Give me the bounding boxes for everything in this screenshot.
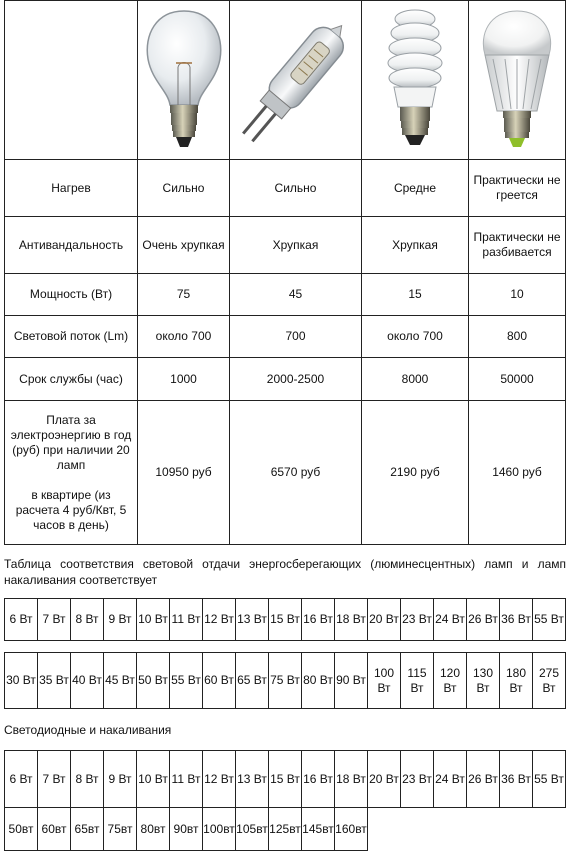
empty-corner-cell [5, 1, 138, 160]
cfl-section-title: Таблица соответствия световой отдачи энергосберегающих (люминесцентных) ламп и ламп накаливания соответствует [4, 557, 566, 587]
incandescent-watt-cell: 100вт [203, 808, 236, 851]
saving-lamp-watt-cell: 9 Вт [104, 599, 137, 641]
empty-cell [368, 808, 401, 851]
saving-lamp-watt-cell: 6 Вт [5, 599, 38, 641]
saving-lamp-watt-cell: 13 Вт [236, 599, 269, 641]
incandescent-watt-cell: 45 Вт [104, 653, 137, 709]
incandescent-watt-cell: 115 Вт [401, 653, 434, 709]
led-row [5, 751, 566, 808]
row-label: Световой поток (Lm) [5, 316, 138, 358]
led-watt-cell: 15 Вт [269, 751, 302, 808]
saving-lamp-watt-cell: 16 Вт [302, 599, 335, 641]
incandescent-watt-cell: 35 Вт [38, 653, 71, 709]
power-row [5, 274, 566, 316]
saving-lamp-watt-cell: 7 Вт [38, 599, 71, 641]
cell-value: 6570 руб [230, 401, 362, 545]
cell-value: 1000 [138, 358, 230, 401]
led-incandescent-row [5, 808, 566, 851]
luminous-flux-row [5, 316, 566, 358]
row-label [5, 401, 138, 545]
led-watt-cell: 13 Вт [236, 751, 269, 808]
saving-lamp-watt-cell: 23 Вт [401, 599, 434, 641]
led-watt-cell: 55 Вт [533, 751, 566, 808]
row-label: Антивандальность [5, 217, 138, 274]
cell-value: Сильно [230, 160, 362, 217]
durability-row [5, 217, 566, 274]
halogen-capsule-image [230, 1, 362, 160]
cell-value: 45 [230, 274, 362, 316]
led-watt-cell: 11 Вт [170, 751, 203, 808]
saving-lamp-watt-cell: 10 Вт [137, 599, 170, 641]
saving-lamp-watt-cell: 11 Вт [170, 599, 203, 641]
led-watt-cell: 8 Вт [71, 751, 104, 808]
cfl-spiral-bulb-image [362, 1, 469, 160]
row-label: Срок службы (час) [5, 358, 138, 401]
cfl-equivalence-table [4, 598, 566, 709]
cell-value: 10950 руб [138, 401, 230, 545]
led-bulb-image [469, 1, 566, 160]
cell-value: 700 [230, 316, 362, 358]
empty-cell [500, 808, 533, 851]
incandescent-watt-cell: 60 Вт [203, 653, 236, 709]
cost-label-part-2: в квартире (из расчета 4 руб/Квт, 5 часов в день) [15, 487, 127, 532]
cell-value: 2000-2500 [230, 358, 362, 401]
incandescent-watt-cell: 55 Вт [170, 653, 203, 709]
led-watt-cell: 24 Вт [434, 751, 467, 808]
incandescent-watt-cell: 65вт [71, 808, 104, 851]
led-section-title: Светодиодные и накаливания [4, 723, 172, 737]
incandescent-watt-cell: 80 Вт [302, 653, 335, 709]
annual-cost-row [5, 401, 566, 545]
cell-value: около 700 [138, 316, 230, 358]
saving-lamp-watt-cell: 26 Вт [467, 599, 500, 641]
led-watt-cell: 12 Вт [203, 751, 236, 808]
empty-cell [434, 808, 467, 851]
heating-row [5, 160, 566, 217]
incandescent-watt-cell: 75 Вт [269, 653, 302, 709]
incandescent-watt-cell: 65 Вт [236, 653, 269, 709]
incandescent-watt-cell: 90 Вт [335, 653, 368, 709]
incandescent-watt-cell: 75вт [104, 808, 137, 851]
led-watt-cell: 18 Вт [335, 751, 368, 808]
incandescent-watt-cell: 90вт [170, 808, 203, 851]
cost-label-part-1: Плата за электроэнергию в год (руб) при наличии 20 ламп [10, 412, 132, 472]
lamp-images-row [5, 1, 566, 160]
cell-value: Сильно [138, 160, 230, 217]
empty-cell [533, 808, 566, 851]
cell-value: 8000 [362, 358, 469, 401]
led-watt-cell: 9 Вт [104, 751, 137, 808]
incandescent-watt-cell: 50 Вт [137, 653, 170, 709]
cfl-incandescent-row [5, 653, 566, 709]
lamp-comparison-table [4, 0, 566, 545]
saving-lamp-watt-cell: 8 Вт [71, 599, 104, 641]
led-watt-cell: 20 Вт [368, 751, 401, 808]
incandescent-watt-cell: 275 Вт [533, 653, 566, 709]
cfl-saving-row [5, 599, 566, 641]
incandescent-watt-cell: 125вт [269, 808, 302, 851]
led-watt-cell: 6 Вт [5, 751, 38, 808]
lifetime-row [5, 358, 566, 401]
led-watt-cell: 23 Вт [401, 751, 434, 808]
incandescent-watt-cell: 105вт [236, 808, 269, 851]
saving-lamp-watt-cell: 55 Вт [533, 599, 566, 641]
led-watt-cell: 10 Вт [137, 751, 170, 808]
incandescent-watt-cell: 100 Вт [368, 653, 401, 709]
saving-lamp-watt-cell: 36 Вт [500, 599, 533, 641]
cell-value: Практически не разбивается [469, 217, 566, 274]
row-label: Мощность (Вт) [5, 274, 138, 316]
saving-lamp-watt-cell: 12 Вт [203, 599, 236, 641]
led-watt-cell: 26 Вт [467, 751, 500, 808]
incandescent-watt-cell: 30 Вт [5, 653, 38, 709]
led-watt-cell: 36 Вт [500, 751, 533, 808]
incandescent-watt-cell: 80вт [137, 808, 170, 851]
incandescent-watt-cell: 130 Вт [467, 653, 500, 709]
cell-value: Средне [362, 160, 469, 217]
cell-value: около 700 [362, 316, 469, 358]
cell-value: 50000 [469, 358, 566, 401]
saving-lamp-watt-cell: 15 Вт [269, 599, 302, 641]
saving-lamp-watt-cell: 20 Вт [368, 599, 401, 641]
incandescent-watt-cell: 160вт [335, 808, 368, 851]
cell-value: 10 [469, 274, 566, 316]
led-watt-cell: 7 Вт [38, 751, 71, 808]
row-label: Нагрев [5, 160, 138, 217]
cell-value: 800 [469, 316, 566, 358]
cell-value: 1460 руб [469, 401, 566, 545]
empty-cell [401, 808, 434, 851]
cell-value: 15 [362, 274, 469, 316]
incandescent-watt-cell: 50вт [5, 808, 38, 851]
cell-value: 75 [138, 274, 230, 316]
cell-value: 2190 руб [362, 401, 469, 545]
table-gap [5, 641, 566, 653]
incandescent-watt-cell: 60вт [38, 808, 71, 851]
empty-cell [467, 808, 500, 851]
led-equivalence-table [4, 750, 566, 851]
incandescent-watt-cell: 40 Вт [71, 653, 104, 709]
incandescent-watt-cell: 120 Вт [434, 653, 467, 709]
incandescent-bulb-image [138, 1, 230, 160]
cell-value: Практически не греется [469, 160, 566, 217]
saving-lamp-watt-cell: 18 Вт [335, 599, 368, 641]
saving-lamp-watt-cell: 24 Вт [434, 599, 467, 641]
incandescent-watt-cell: 145вт [302, 808, 335, 851]
cell-value: Очень хрупкая [138, 217, 230, 274]
led-watt-cell: 16 Вт [302, 751, 335, 808]
cell-value: Хрупкая [362, 217, 469, 274]
incandescent-watt-cell: 180 Вт [500, 653, 533, 709]
cell-value: Хрупкая [230, 217, 362, 274]
